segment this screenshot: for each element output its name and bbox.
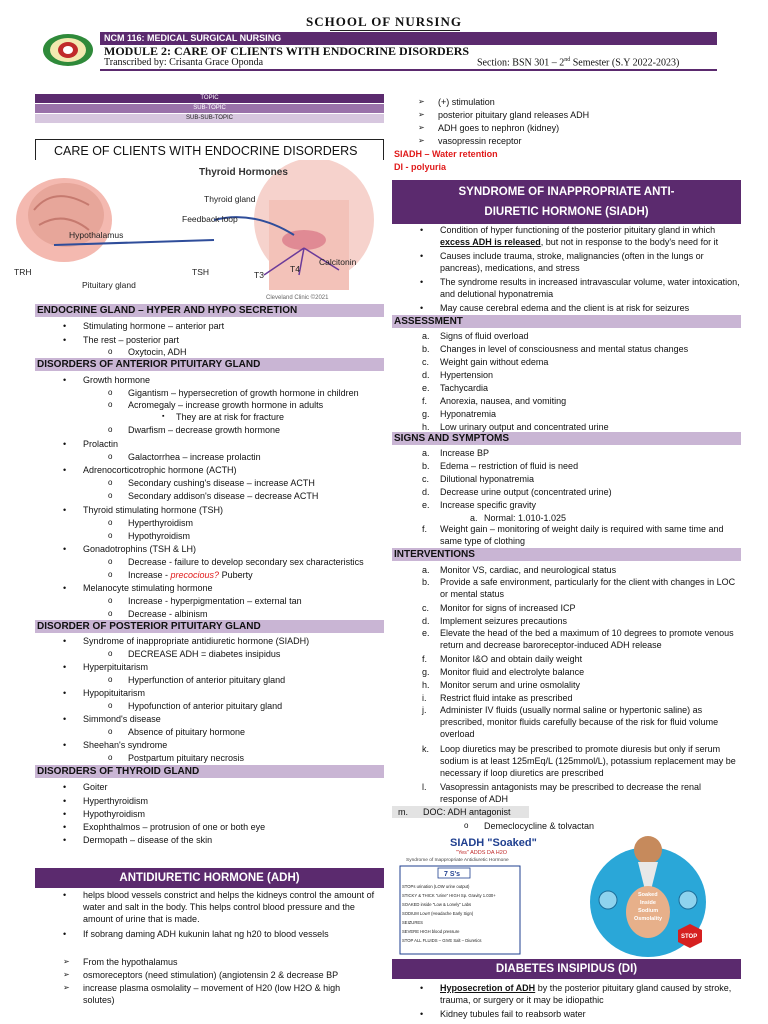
list-item: • Hyperthyroidism	[83, 795, 148, 807]
list-item: e. Increase specific gravity	[422, 500, 537, 510]
transcriber: Transcribed by: Crisanta Grace Oponda	[104, 57, 264, 68]
list-item: • If sobrang daming ADH kukunin lahat ng h20 to blood vessels	[83, 928, 329, 940]
section-info: Section: BSN 301 – 2nd Semester (S.Y 2022-2023)	[477, 57, 680, 69]
list-item: a. Signs of fluid overload	[422, 331, 529, 341]
list-item: • Growth hormone	[83, 374, 150, 386]
list-item: f. Monitor I&O and obtain daily weight	[422, 654, 583, 664]
list-item: • Melanocyte stimulating hormone	[83, 582, 213, 594]
svg-text:Osmolality: Osmolality	[634, 916, 663, 922]
list-item: a. Normal: 1.010-1.025	[470, 513, 567, 523]
heading-adh: ANTIDIURETIC HORMONE (ADH)	[35, 868, 384, 888]
list-item: h. Monitor serum and urine osmolality	[422, 680, 581, 690]
heading-siadh: SYNDROME OF INAPPROPRIATE ANTI-DIURETIC HORMONE (SIADH)	[392, 180, 741, 224]
list-item: • Exophthalmos – protrusion of one or both eye	[83, 821, 265, 833]
list-item: • Simmond's disease	[83, 713, 161, 725]
list-item: • helps blood vessels constrict and helps the kidneys control the amount of water and salt in the body. This helps control blood pressure and the amount of urine that is made.	[83, 889, 383, 925]
school-name: SCHOOL OF NURSING	[306, 14, 462, 29]
list-item: • Goiter	[83, 781, 108, 793]
svg-text:SEIZURES: SEIZURES	[402, 920, 423, 925]
list-item: g. Monitor fluid and electrolyte balance	[422, 667, 585, 677]
figure-label-feedback: Feedback loop	[182, 214, 238, 224]
list-item: o Increase - precocious? Puberty	[128, 569, 253, 581]
list-item: o Secondary addison's disease – decrease ACTH	[128, 490, 318, 502]
list-item: l. Vasopressin antagonists may be prescribed to decrease the renal response of ADH	[422, 782, 701, 804]
list-item: • The rest – posterior part	[83, 334, 179, 346]
figure-label-t4: T4	[290, 264, 300, 274]
heading-interventions: INTERVENTIONS	[392, 548, 741, 561]
figure-label-t3: T3	[254, 270, 264, 280]
list-item: o Galactorrhea – increase prolactin	[128, 451, 261, 463]
list-item: • Sheehan's syndrome	[83, 739, 167, 751]
list-item: o Decrease - albinism	[128, 608, 208, 620]
list-item: • Prolactin	[83, 438, 118, 450]
list-item: i. Restrict fluid intake as prescribed	[422, 693, 573, 703]
module-title: MODULE 2: CARE OF CLIENTS WITH ENDOCRINE DISORDERS	[104, 44, 470, 58]
list-item: a. Monitor VS, cardiac, and neurological status	[422, 565, 617, 575]
soaked-person-figure	[578, 832, 718, 958]
list-item: • Dermopath – disease of the skin	[83, 834, 212, 846]
list-item: o DECREASE ADH = diabetes insipidus	[128, 648, 280, 660]
svg-text:"Yes" ADDS DA H2O: "Yes" ADDS DA H2O	[456, 850, 508, 856]
list-item: c. Weight gain without edema	[422, 357, 549, 367]
list-item: • Syndrome of inappropriate antidiuretic hormone (SIADH)	[83, 635, 309, 647]
list-item: o Dwarfism – decrease growth hormone	[128, 424, 280, 436]
list-item: b. Changes in level of consciousness and mental status changes	[422, 344, 689, 354]
svg-text:SOAKED inside "Low & Lonely" L: SOAKED inside "Low & Lonely" Labs	[402, 902, 472, 907]
list-item: • Hyperpituitarism	[83, 661, 148, 673]
svg-text:7 S's: 7 S's	[444, 871, 461, 878]
list-item: k. Loop diuretics may be prescribed to promote diuresis but only if serum sodium is at least 125mEq/L (125mmol/L), potassium replacement may be necessary if loop diuretics are prescribed	[422, 744, 736, 778]
svg-text:SEVERE HIGH blood pressure: SEVERE HIGH blood pressure	[402, 929, 460, 934]
list-item: o Gigantism – hypersecretion of growth hormone in children	[128, 387, 359, 399]
list-item: o Demeclocycline & tolvactan	[484, 820, 594, 832]
di-note: DI - polyuria	[394, 162, 447, 172]
list-item: ➢ (+) stimulation	[438, 96, 495, 108]
heading-anterior: DISORDERS OF ANTERIOR PITUITARY GLAND	[35, 358, 384, 371]
svg-text:STOP: STOP	[681, 934, 698, 940]
figure-credit: Cleveland Clinic ©2021	[266, 295, 329, 301]
list-item: o Postpartum pituitary necrosis	[128, 752, 244, 764]
list-item: o Oxytocin, ADH	[128, 346, 187, 358]
list-item: e. Elevate the head of the bed a maximum of 10 degrees to promote venous return and decrease baroreceptor-induced ADH release	[422, 628, 734, 650]
svg-text:Inside: Inside	[640, 900, 656, 906]
heading-assessment: ASSESSMENT	[392, 315, 741, 328]
list-item: • Hypothyroidism	[83, 808, 145, 820]
list-item: o Decrease - failure to develop secondary sex characteristics	[128, 556, 364, 568]
list-item: a. Increase BP	[422, 448, 490, 458]
list-item: o Absence of pituitary hormone	[128, 726, 245, 738]
list-item: d. Implement seizures precautions	[422, 616, 568, 626]
svg-text:SODIUM Low!! (Headache Early S: SODIUM Low!! (Headache Early Sign)	[402, 911, 474, 916]
heading-posterior: DISORDER OF POSTERIOR PITUITARY GLAND	[35, 620, 384, 633]
list-item: f. Anorexia, nausea, and vomiting	[422, 396, 567, 406]
svg-text:Syndrome of Inappropriate Anti: Syndrome of Inappropriate Antidiuretic Hormone	[406, 858, 509, 863]
list-item: ➢ osmoreceptors (need stimulation) (angiotensin 2 & decrease BP	[83, 969, 338, 981]
list-item: o Hyperthyroidism	[128, 517, 193, 529]
list-item: g. Hyponatremia	[422, 409, 497, 419]
list-item: ➢ From the hypothalamus	[83, 956, 178, 968]
list-item: ➢ increase plasma osmolality – movement of H20 (low H2O & high solutes)	[83, 982, 373, 1006]
heading-signs: SIGNS AND SYMPTOMS	[392, 432, 741, 445]
svg-text:SIADH "Soaked": SIADH "Soaked"	[450, 837, 537, 849]
list-item: • Stimulating hormone – anterior part	[83, 320, 224, 332]
svg-text:STOP ALL FLUIDS – GIVE Salt –: STOP ALL FLUIDS – GIVE Salt – Diuretics	[402, 938, 482, 943]
school-underline	[330, 30, 460, 31]
legend-subsubtopic: SUB-SUB-TOPIC	[35, 114, 384, 123]
list-item: d. Hypertension	[422, 370, 494, 380]
figure-label-tsh: TSH	[192, 267, 209, 277]
list-item: e. Tachycardia	[422, 383, 489, 393]
thyroid-hormones-figure	[14, 160, 386, 302]
list-item: c. Dilutional hyponatremia	[422, 474, 535, 484]
list-item: ▪ They are at risk for fracture	[176, 411, 284, 423]
list-item: d. Decrease urine output (concentrated urine)	[422, 487, 612, 497]
list-item: • Adrenocorticotrophic hormone (ACTH)	[83, 464, 237, 476]
list-item: o Acromegaly – increase growth hormone in adults	[128, 399, 323, 411]
figure-label-calcitonin: Calcitonin	[319, 257, 357, 267]
list-item: ➢ posterior pituitary gland releases ADH	[438, 109, 589, 121]
figure-label-trh: TRH	[14, 267, 32, 277]
list-item-highlight: m. DOC: ADH antagonist	[392, 806, 529, 818]
siadh-soaked-figure	[398, 835, 568, 955]
list-item: o Hypofunction of anterior pituitary gland	[128, 700, 282, 712]
svg-text:STICKY & THICK "urine" HIGH Sp: STICKY & THICK "urine" HIGH Sp. Gravity 1.030+	[402, 893, 496, 898]
figure-title: Thyroid Hormones	[199, 167, 288, 178]
list-item: • Kidney tubules fail to reabsorb water	[440, 1008, 586, 1020]
course-bar: NCM 116: MEDICAL SURGICAL NURSING	[100, 32, 717, 45]
heading-di: DIABETES INSIPIDUS (DI)	[392, 959, 741, 979]
figure-label-pituitary: Pituitary gland	[82, 280, 136, 290]
list-item: • Causes include trauma, stroke, malignancies (often in the lungs or pancreas), medications, and stress	[440, 250, 740, 274]
list-item: h. Low urinary output and concentrated urine	[422, 422, 609, 432]
school-logo-icon	[42, 33, 94, 67]
list-item: j. Administer IV fluids (usually normal saline or hypertonic saline) as prescribed, monitor fluids carefully because of the risk for fluid volume overload	[422, 705, 719, 739]
list-item: ➢ ADH goes to nephron (kidney)	[438, 122, 559, 134]
svg-text:Sodium: Sodium	[638, 908, 659, 914]
list-item: o Increase - hyperpigmentation – external tan	[128, 595, 302, 607]
list-item: c. Monitor for signs of increased ICP	[422, 603, 576, 613]
list-item: f. Weight gain – monitoring of weight daily is required with same time and same type of clothing	[422, 524, 724, 546]
legend-subtopic: SUB-TOPIC	[35, 104, 384, 113]
list-item: o Hypothyroidism	[128, 530, 190, 542]
list-item: • May cause cerebral edema and the client is at risk for seizures	[440, 302, 689, 314]
list-item: b. Provide a safe environment, particularly for the client with changes in LOC or mental status	[422, 577, 736, 599]
svg-text:STOPs urination (LOW urine out: STOPs urination (LOW urine output)	[402, 884, 470, 889]
svg-text:Soaked: Soaked	[638, 892, 658, 898]
list-item: • Hyposecretion of ADH by the posterior pituitary gland caused by stroke, trauma, or surgery or it may be idiopathic	[440, 982, 740, 1006]
heading-thyroid: DISORDERS OF THYROID GLAND	[35, 765, 384, 778]
siadh-note: SIADH – Water retention	[394, 149, 498, 159]
list-item: • Thyroid stimulating hormone (TSH)	[83, 504, 223, 516]
list-item: • Hypopituitarism	[83, 687, 145, 699]
list-item: • Condition of hyper functioning of the posterior pituitary gland in which excess ADH is released, but not in response to the body's need for it	[440, 224, 740, 248]
heading-endocrine: ENDOCRINE GLAND – HYPER AND HYPO SECRETION	[35, 304, 384, 317]
list-item: o Secondary cushing's disease – increase ACTH	[128, 477, 315, 489]
figure-label-hypothalamus: Hypothalamus	[69, 230, 124, 240]
header-divider	[100, 69, 717, 71]
list-item: o Hyperfunction of anterior pituitary gland	[128, 674, 285, 686]
list-item: • The syndrome results in increased intravascular volume, water intoxication, and delutional hyponatremia	[440, 276, 740, 300]
legend-topic: TOPIC	[35, 94, 384, 103]
page-title: CARE OF CLIENTS WITH ENDOCRINE DISORDERS	[35, 139, 384, 164]
list-item: b. Edema – restriction of fluid is need	[422, 461, 579, 471]
list-item: • Gonadotrophins (TSH & LH)	[83, 543, 196, 555]
figure-label-thyroid: Thyroid gland	[204, 194, 256, 204]
list-item: ➢ vasopressin receptor	[438, 135, 522, 147]
